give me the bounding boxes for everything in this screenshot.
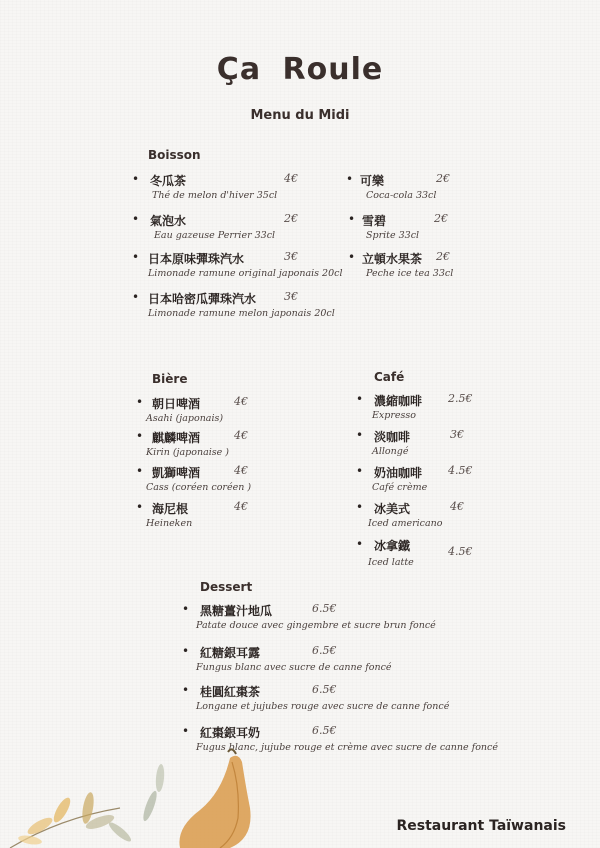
item-price: 4€: [450, 500, 464, 513]
menu-item: [356, 537, 484, 571]
item-name: 海尼根: [152, 502, 189, 516]
bullet: •: [356, 428, 364, 442]
item-name: 濃縮咖啡: [374, 394, 423, 408]
menu-item: [132, 250, 343, 284]
item-price: 2€: [436, 250, 450, 263]
item-price: 6.5€: [312, 644, 337, 657]
menu-item: [182, 644, 460, 678]
menu-item: [132, 172, 330, 206]
item-description: Peche ice tea 33cl: [366, 268, 454, 279]
restaurant-footer: Restaurant Taïwanais: [396, 818, 566, 834]
bullet: •: [356, 537, 364, 551]
item-name: 日本哈密瓜彈珠汽水: [148, 292, 257, 306]
item-name: 雪碧: [362, 214, 387, 228]
menu-item: [356, 392, 484, 426]
item-description: Sprite 33cl: [366, 230, 420, 241]
menu-item: [136, 500, 262, 534]
item-description: Limonade ramune melon japonais 20cl: [148, 308, 335, 319]
item-price: 2€: [434, 212, 448, 225]
item-description: Fugus blanc, jujube rouge et crème avec sucre de canne foncé: [196, 742, 498, 753]
bullet: •: [346, 172, 354, 186]
bullet: •: [348, 212, 356, 226]
bullet: •: [356, 500, 364, 514]
item-description: Patate douce avec gingembre et sucre brun foncé: [196, 620, 436, 631]
item-description: Fungus blanc avec sucre de canne foncé: [196, 662, 392, 673]
item-price: 2€: [436, 172, 450, 185]
bullet: •: [356, 392, 364, 406]
bullet: •: [136, 395, 144, 409]
menu-item: [356, 464, 484, 498]
item-name: 氣泡水: [150, 214, 187, 228]
item-price: 6.5€: [312, 683, 337, 696]
menu-item: [356, 428, 484, 462]
bullet: •: [132, 290, 140, 304]
item-description: Eau gazeuse Perrier 33cl: [154, 230, 276, 241]
item-price: 4€: [284, 172, 298, 185]
item-name: 麒麟啤酒: [152, 431, 201, 445]
item-name: 紅糖銀耳露: [200, 646, 261, 660]
item-price: 4€: [234, 395, 248, 408]
item-name: 黑糖薑汁地瓜: [200, 604, 273, 618]
item-description: Iced americano: [368, 518, 443, 529]
item-name: 凱獅啤酒: [152, 466, 201, 480]
bullet: •: [348, 250, 356, 264]
section-title-boisson: Boisson: [148, 148, 201, 162]
item-description: Café crème: [372, 482, 428, 493]
menu-item: [182, 683, 460, 717]
item-description: Longane et jujubes rouge avec sucre de canne foncé: [196, 701, 450, 712]
item-price: 3€: [450, 428, 464, 441]
item-price: 4.5€: [448, 545, 473, 558]
menu-item: [182, 602, 460, 636]
item-name: 冬瓜茶: [150, 174, 187, 188]
menu-item: [346, 172, 480, 206]
item-description: Cass (coréen coréen ): [146, 482, 252, 493]
item-description: Kirin (japonaise ): [146, 447, 230, 458]
item-description: Heineken: [146, 518, 193, 529]
bullet: •: [132, 250, 140, 264]
item-price: 6.5€: [312, 724, 337, 737]
section-title-cafe: Café: [374, 370, 405, 384]
item-name: 朝日啤酒: [152, 397, 201, 411]
bullet: •: [132, 212, 140, 226]
item-description: Thé de melon d'hiver 35cl: [152, 190, 278, 201]
item-description: Coca-cola 33cl: [366, 190, 437, 201]
bullet: •: [136, 464, 144, 478]
item-name: 淡咖啡: [374, 430, 411, 444]
item-name: 奶油咖啡: [374, 466, 423, 480]
squash-leaf-illustration: [0, 748, 280, 848]
item-description: Iced latte: [368, 557, 414, 568]
item-price: 2€: [284, 212, 298, 225]
menu-item: [136, 395, 262, 429]
item-price: 3€: [284, 250, 298, 263]
bullet: •: [182, 683, 190, 697]
item-description: Asahi (japonais): [146, 413, 224, 424]
item-description: Allongé: [372, 446, 409, 457]
item-name: 冰美式: [374, 502, 411, 516]
section-title-biere: Bière: [152, 372, 188, 386]
item-name: 立頓水果茶: [362, 252, 423, 266]
menu-item: [132, 212, 330, 246]
menu-item: [348, 212, 482, 246]
branch-icon: [10, 764, 165, 848]
item-description: Limonade ramune original japonais 20cl: [148, 268, 343, 279]
menu-item: [348, 250, 482, 284]
menu-item: [136, 429, 262, 463]
bullet: •: [136, 429, 144, 443]
item-price: 2.5€: [448, 392, 473, 405]
item-description: Expresso: [372, 410, 417, 421]
bullet: •: [356, 464, 364, 478]
bullet: •: [132, 172, 140, 186]
menu-item: [132, 290, 335, 324]
item-price: 4€: [234, 464, 248, 477]
item-price: 4€: [234, 429, 248, 442]
menu-subtitle: Menu du Midi: [250, 108, 350, 123]
item-name: 桂圓紅棗茶: [200, 685, 261, 699]
item-name: 冰拿鐵: [374, 539, 411, 553]
bullet: •: [182, 644, 190, 658]
item-price: 4.5€: [448, 464, 473, 477]
item-price: 3€: [284, 290, 298, 303]
item-price: 4€: [234, 500, 248, 513]
bullet: •: [182, 724, 190, 738]
bullet: •: [182, 602, 190, 616]
menu-item: [136, 464, 262, 498]
item-price: 6.5€: [312, 602, 337, 615]
section-title-dessert: Dessert: [200, 580, 253, 594]
bullet: •: [136, 500, 144, 514]
item-name: 日本原味彈珠汽水: [148, 252, 245, 266]
item-name: 紅棗銀耳奶: [200, 726, 261, 740]
squash-icon: [179, 749, 250, 848]
restaurant-title: Ça Roule: [216, 52, 384, 87]
item-name: 可樂: [360, 174, 385, 188]
menu-item: [356, 500, 484, 534]
